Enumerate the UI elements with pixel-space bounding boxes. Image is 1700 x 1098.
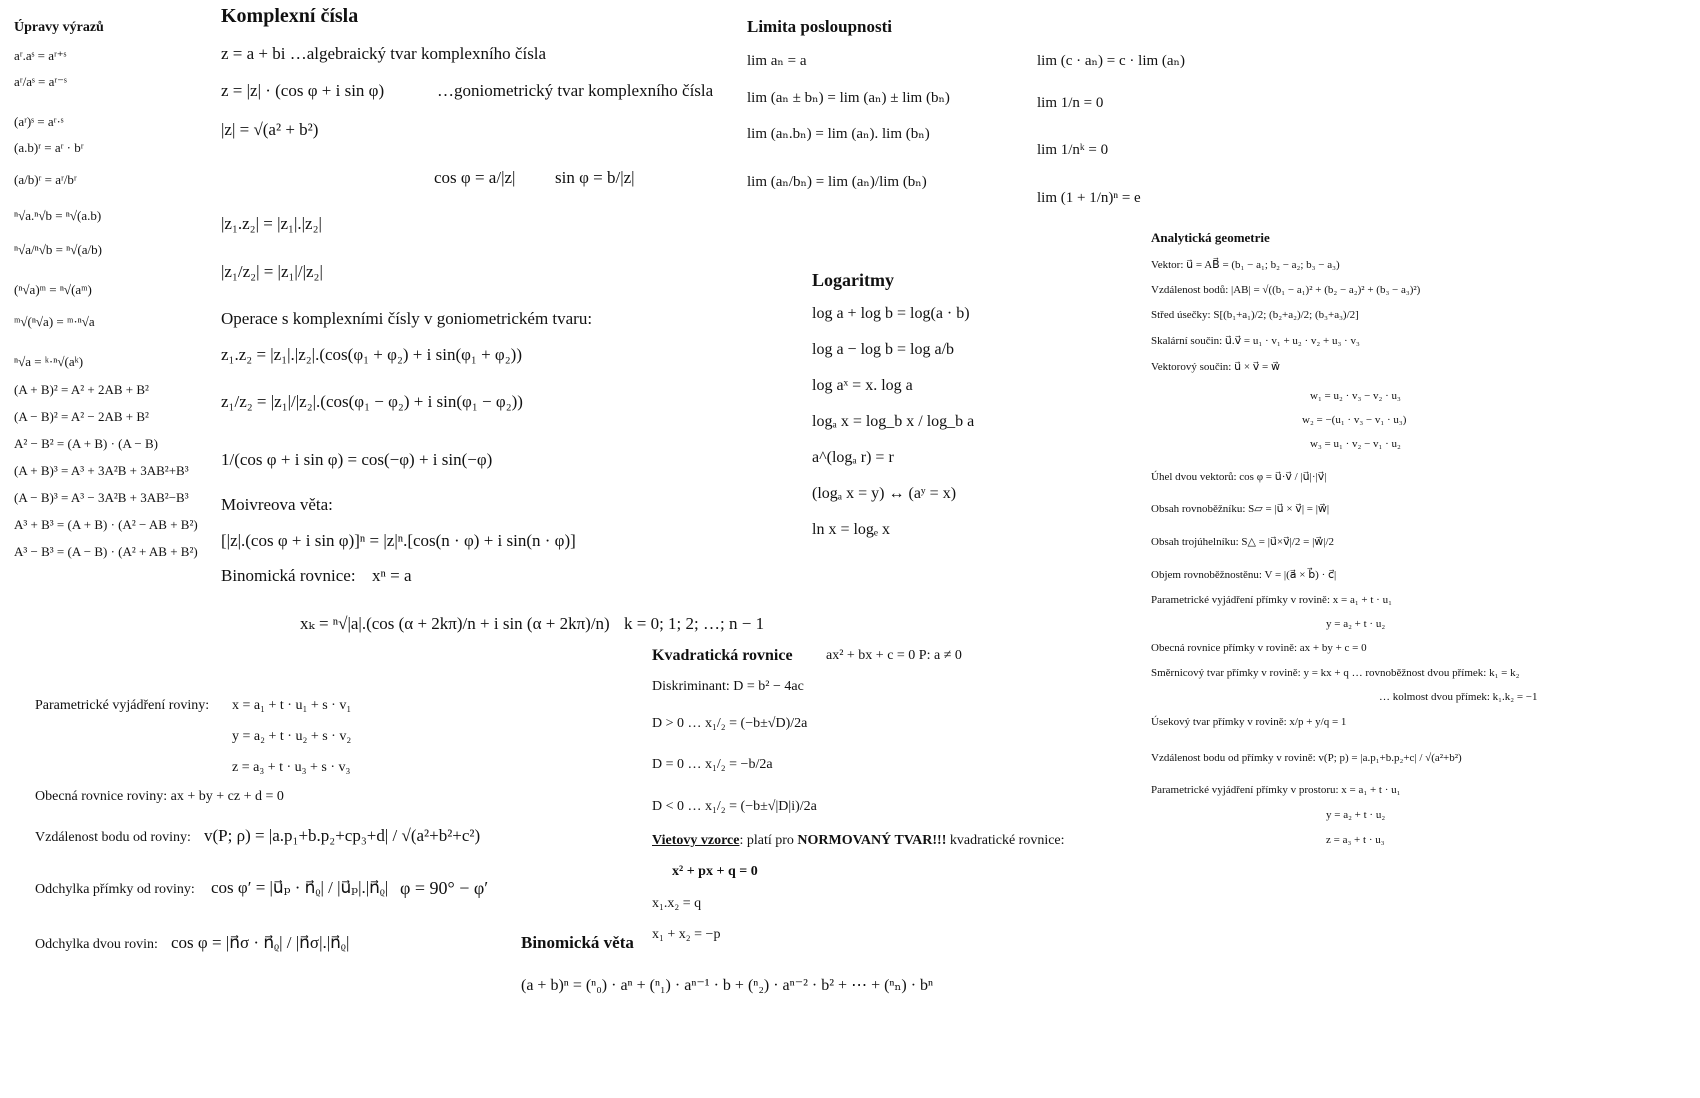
limita-left-3: lim (aₙ/bₙ) = lim (aₙ)/lim (bₙ) bbox=[747, 174, 927, 190]
odch-rovin-label: Odchylka dvou rovin: bbox=[35, 937, 158, 952]
vzd-roviny: v(P; ρ) = |a.p₁+b.p₂+cp₃+d| / √(a²+b²+c²) bbox=[204, 826, 481, 845]
vietovy-end: kvadratické rovnice: bbox=[946, 833, 1065, 848]
analyticka-row: Střed úsečky: S[(b₁+a₁)/2; (b₂+a₂)/2; (b₃+a₃)/2] bbox=[1151, 309, 1359, 321]
log-row: a^(logₐ r) = r bbox=[812, 449, 894, 466]
upravy-row: ⁿ√a.ⁿ√b = ⁿ√(a.b) bbox=[14, 208, 102, 223]
limita-left-2: lim (aₙ.bₙ) = lim (aₙ). lim (bₙ) bbox=[747, 126, 930, 142]
diskriminant: Diskriminant: D = b² − 4ac bbox=[652, 679, 804, 694]
gon-formula: z = |z| · (cos φ + i sin φ) bbox=[221, 81, 385, 100]
abs-formula: |z| = √(a² + b²) bbox=[221, 120, 319, 139]
log-row: ln x = logₑ x bbox=[812, 521, 891, 538]
w-row-0: w₁ = u₂ · v₃ − v₂ · u₃ bbox=[1310, 390, 1401, 402]
obsah-trojuhelniku: Obsah trojúhelníku: S△ = |u⃗×v⃗|/2 = |w⃗|/2 bbox=[1151, 536, 1335, 548]
vietovy-rest: : platí pro bbox=[739, 833, 798, 848]
limita-left-0: lim aₙ = a bbox=[747, 53, 807, 69]
phi-formula: φ = 90° − φ′ bbox=[400, 878, 489, 898]
param-roviny-2: z = a₃ + t · u₃ + s · v₃ bbox=[232, 760, 351, 775]
upravy-row: ⁿ√a/ⁿ√b = ⁿ√(a/b) bbox=[14, 242, 102, 257]
limita-title: Limita posloupnosti bbox=[747, 17, 893, 36]
moivre-formula: [|z|.(cos φ + i sin φ)]ⁿ = |z|ⁿ.[cos(n · φ) + i sin(n · φ)] bbox=[221, 531, 576, 550]
odch-primky-label: Odchylka přímky od roviny: bbox=[35, 882, 195, 897]
log-row: log a − log b = log a/b bbox=[812, 341, 955, 358]
binomicka-title: Binomická věta bbox=[521, 933, 634, 952]
kvadraticka-title: Kvadratická rovnice bbox=[652, 647, 793, 664]
gon-label: …goniometrický tvar komplexního čísla bbox=[437, 81, 714, 100]
normovany-tvar: NORMOVANÝ TVAR!!! bbox=[797, 833, 947, 848]
upravy-row: ᵐ√(ⁿ√a) = ᵐ·ⁿ√a bbox=[14, 314, 95, 329]
uhel-vektoru: Úhel dvou vektorů: cos φ = u⃗·v⃗ / |u⃗|·|v⃗| bbox=[1151, 471, 1327, 483]
odch-primky: cos φ′ = |u⃗ₚ · n⃗ᵨ| / |u⃗ₚ|.|n⃗ᵨ| bbox=[211, 878, 389, 897]
vietovy-title: Vietovy vzorce bbox=[652, 833, 740, 848]
binom-label: Binomická rovnice: bbox=[221, 566, 356, 585]
obsah-rovnobezniku: Obsah rovnoběžníku: S▱ = |u⃗ × v⃗| = |w⃗| bbox=[1151, 503, 1330, 515]
usekovy-tvar: Úsekový tvar přímky v rovině: x/p + y/q = 1 bbox=[1151, 716, 1347, 728]
log-row: (logₐ x = y) ↔ (aʸ = x) bbox=[812, 485, 957, 502]
log-row: log a + log b = log(a · b) bbox=[812, 305, 970, 322]
analyticka-list bbox=[1151, 258, 1420, 373]
kvadraticka-eq: ax² + bx + c = 0 P: a ≠ 0 bbox=[826, 648, 962, 663]
upravy-row: (a/b)ʳ = aʳ/bʳ bbox=[14, 172, 77, 187]
vzd-roviny-label: Vzdálenost bodu od roviny: bbox=[35, 830, 191, 845]
odch-rovin: cos φ = |n⃗σ · n⃗ᵨ| / |n⃗σ|.|n⃗ᵨ| bbox=[171, 933, 350, 952]
analyticka-row: Vektor: u⃗ = AB⃗ = (b₁ − a₁; b₂ − a₂; b₃ − a₃) bbox=[1151, 259, 1340, 271]
upravy-row: (A + B)² = A² + 2AB + B² bbox=[14, 382, 149, 397]
upravy-row: (A − B)³ = A³ − 3A²B + 3AB²−B³ bbox=[14, 490, 189, 505]
param-prostor-2: y = a₂ + t · u₂ bbox=[1326, 809, 1386, 821]
cos-formula: cos φ = a/|z| bbox=[434, 168, 516, 187]
analyticka-row: Skalární součin: u⃗.v⃗ = u₁ · v₁ + u₂ · v₂ + u₃ · v₃ bbox=[1151, 335, 1360, 347]
log-row: log aˣ = x. log a bbox=[812, 377, 913, 394]
vieta-sum: x₁ + x₂ = −p bbox=[652, 927, 721, 942]
param-roviny-1: y = a₂ + t · u₂ + s · v₂ bbox=[232, 729, 352, 744]
upravy-row: (A − B)² = A² − 2AB + B² bbox=[14, 409, 149, 424]
param-roviny-0: x = a₁ + t · u₁ + s · v₁ bbox=[232, 698, 352, 713]
log-list bbox=[812, 305, 974, 539]
w-row-1: w₂ = −(u₁ · v₃ − v₁ · u₃) bbox=[1302, 414, 1407, 426]
upravy-row: (aʳ)ˢ = aʳ·ˢ bbox=[14, 114, 64, 129]
objem-rovnobeznostenu: Objem rovnoběžnostěnu: V = |(a⃗ × b⃗) · c⃗| bbox=[1151, 569, 1337, 581]
upravy-title: Úpravy výrazů bbox=[14, 20, 104, 35]
upravy-row: (a.b)ʳ = aʳ · bʳ bbox=[14, 140, 84, 155]
analyticka-row: Vektorový součin: u⃗ × v⃗ = w⃗ bbox=[1151, 361, 1280, 373]
analyticka-row: Vzdálenost bodů: |AB| = √((b₁ − a₁)² + (b₂ − a₂)² + (b₃ − a₃)²) bbox=[1151, 284, 1421, 296]
vieta-prod: x₁.x₂ = q bbox=[652, 896, 702, 911]
upravy-row: aʳ/aˢ = aʳ⁻ˢ bbox=[14, 74, 67, 89]
param-roviny-label: Parametrické vyjádření roviny: bbox=[35, 698, 210, 713]
moivre-title: Moivreova věta: bbox=[221, 495, 333, 514]
upravy-row: A² − B² = (A + B) · (A − B) bbox=[14, 436, 159, 451]
normovany-eq: x² + px + q = 0 bbox=[672, 864, 758, 879]
case-neg: D < 0 … x₁/₂ = (−b±√|D|i)/2a bbox=[652, 799, 817, 814]
case-pos: D > 0 … x₁/₂ = (−b±√D)/2a bbox=[652, 716, 808, 731]
limita-right-1: lim 1/n = 0 bbox=[1037, 95, 1104, 111]
param-primky: Parametrické vyjádření přímky v rovině: x = a₁ + t · u₁ bbox=[1151, 594, 1392, 606]
k-range: k = 0; 1; 2; …; n − 1 bbox=[624, 614, 765, 633]
case-zero: D = 0 … x₁/₂ = −b/2a bbox=[652, 757, 773, 772]
binomicka-formula: (a + b)ⁿ = (ⁿ₀) · aⁿ + (ⁿ₁) · aⁿ⁻¹ · b + (ⁿ₂) · aⁿ⁻² · b² + ⋯ + (ⁿₙ) · bⁿ bbox=[521, 977, 934, 994]
prod-abs: |z₁.z₂| = |z₁|.|z₂| bbox=[221, 214, 322, 233]
vzd-primky: Vzdálenost bodu od přímky v rovině: v(P; p) = |a.p₁+b.p₂+c| / √(a²+b²) bbox=[1151, 752, 1462, 764]
limita-right-0: lim (c · aₙ) = c · lim (aₙ) bbox=[1037, 53, 1186, 69]
upravy-row: A³ + B³ = (A + B) · (A² − AB + B²) bbox=[14, 517, 198, 532]
xk-formula: xₖ = ⁿ√|a|.(cos (α + 2kπ)/n + i sin (α + 2kπ)/n) bbox=[300, 614, 610, 633]
kolmost: … kolmost dvou přímek: k₁.k₂ = −1 bbox=[1379, 691, 1538, 703]
limita-right-2: lim 1/nᵏ = 0 bbox=[1037, 142, 1109, 158]
log-title: Logaritmy bbox=[812, 270, 894, 290]
op-title: Operace s komplexními čísly v goniometrickém tvaru: bbox=[221, 309, 593, 328]
param-primky-2: y = a₂ + t · u₂ bbox=[1326, 618, 1386, 630]
w-row-2: w₃ = u₁ · v₂ − v₁ · u₂ bbox=[1310, 438, 1401, 450]
log-row: logₐ x = log_b x / log_b a bbox=[812, 413, 975, 430]
komplexni-title: Komplexní čísla bbox=[221, 5, 359, 27]
quot-abs: |z₁/z₂| = |z₁|/|z₂| bbox=[221, 262, 323, 281]
param-prostor: Parametrické vyjádření přímky v prostoru: x = a₁ + t · u₁ bbox=[1151, 784, 1401, 796]
upravy-row: ⁿ√a = ᵏ·ⁿ√(aᵏ) bbox=[14, 354, 84, 369]
param-prostor-3: z = a₃ + t · u₃ bbox=[1326, 834, 1385, 846]
smernicovy-tvar: Směrnicový tvar přímky v rovině: y = kx + q … rovnoběžnost dvou přímek: k₁ = k₂ bbox=[1151, 667, 1520, 679]
obecna-primky: Obecná rovnice přímky v rovině: ax + by + c = 0 bbox=[1151, 642, 1367, 654]
obecna-roviny: Obecná rovnice roviny: ax + by + cz + d = 0 bbox=[35, 789, 284, 804]
vietovy-line bbox=[652, 833, 1065, 849]
analyticka-title: Analytická geometrie bbox=[1151, 230, 1270, 245]
binom-eq: xⁿ = a bbox=[372, 566, 412, 585]
mult-formula: z₁.z₂ = |z₁|.|z₂|.(cos(φ₁ + φ₂) + i sin(φ₁ + φ₂)) bbox=[221, 345, 522, 364]
sin-formula: sin φ = b/|z| bbox=[555, 168, 635, 187]
recip-formula: 1/(cos φ + i sin φ) = cos(−φ) + i sin(−φ) bbox=[221, 450, 493, 469]
limita-right-3: lim (1 + 1/n)ⁿ = e bbox=[1037, 190, 1141, 206]
alg-form: z = a + bi …algebraický tvar komplexního čísla bbox=[221, 44, 547, 63]
upravy-row: (A + B)³ = A³ + 3A²B + 3AB²+B³ bbox=[14, 463, 189, 478]
upravy-row: (ⁿ√a)ᵐ = ⁿ√(aᵐ) bbox=[14, 282, 92, 297]
upravy-row: A³ − B³ = (A − B) · (A² + AB + B²) bbox=[14, 544, 198, 559]
div-formula: z₁/z₂ = |z₁|/|z₂|.(cos(φ₁ − φ₂) + i sin(φ₁ − φ₂)) bbox=[221, 392, 523, 411]
upravy-row: aʳ.aˢ = aʳ⁺ˢ bbox=[14, 48, 67, 63]
limita-left-1: lim (aₙ ± bₙ) = lim (aₙ) ± lim (bₙ) bbox=[747, 90, 950, 106]
